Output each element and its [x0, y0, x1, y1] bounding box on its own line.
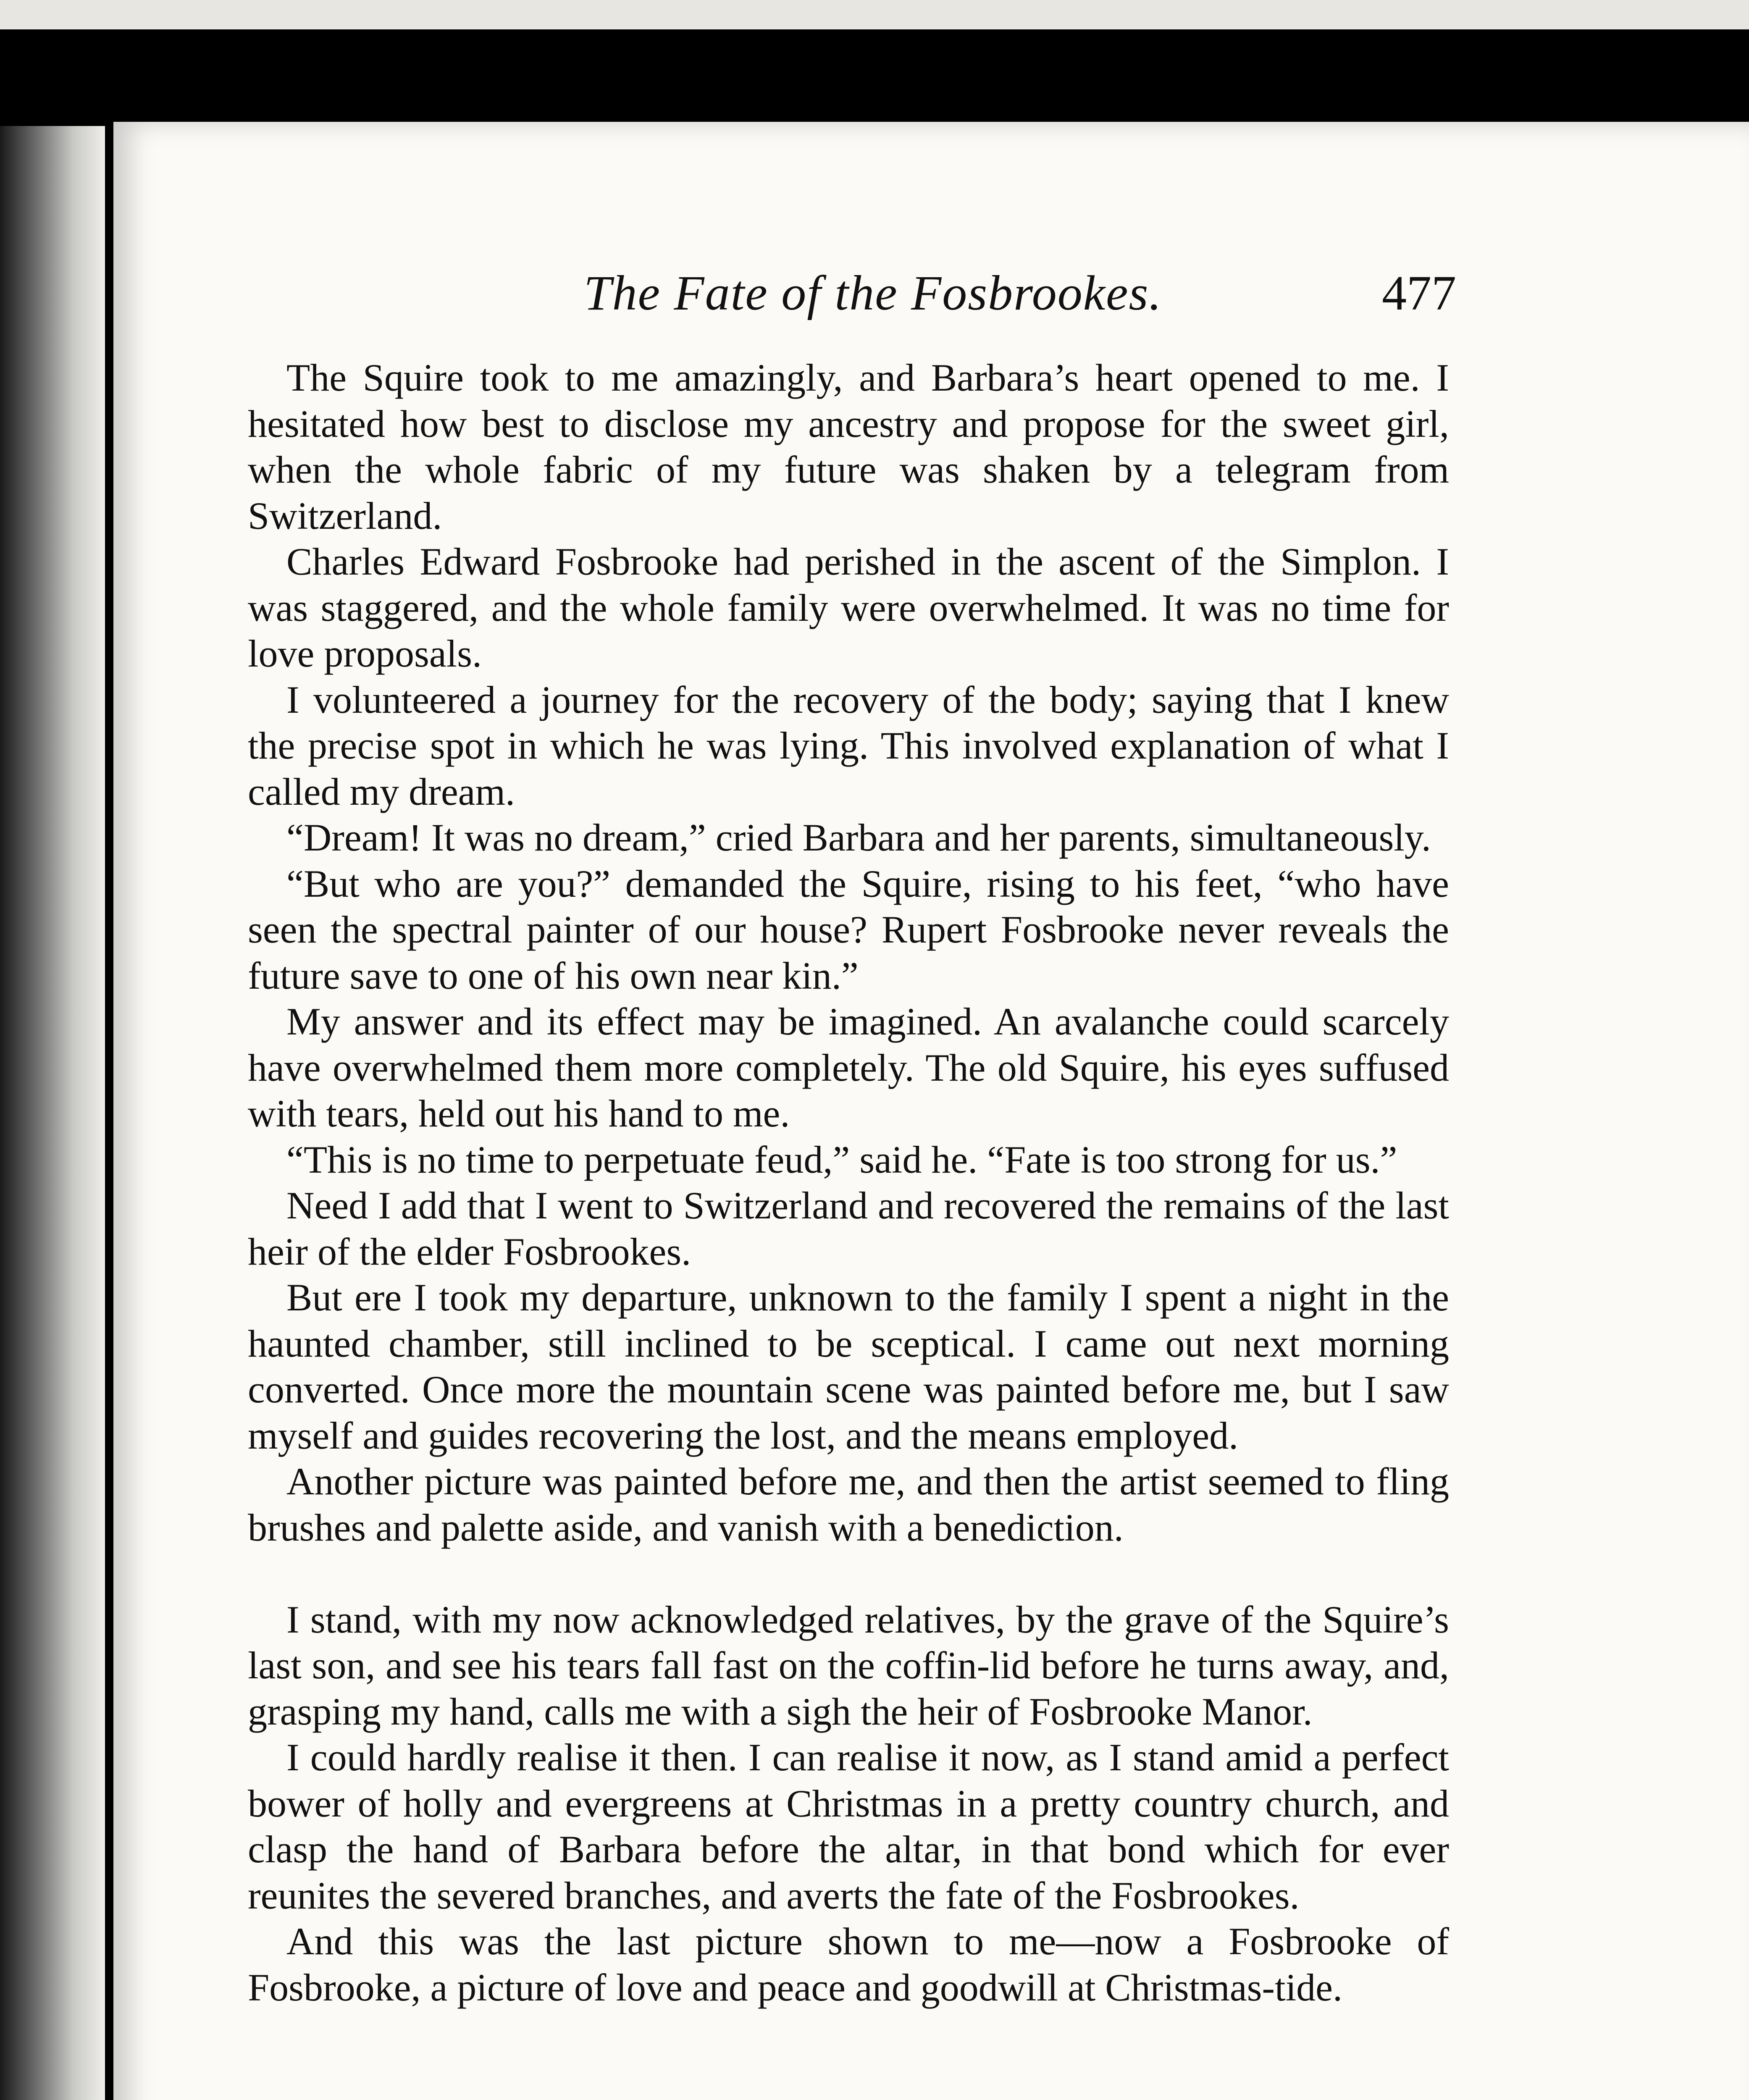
paragraph: I could hardly realise it then. I can realise it now, as I stand amid a perfect bower of holly and evergreens at Christmas in a pretty country church, and clasp the hand of Barbara before the altar, in that bond which for ever reunites the severed branches, and averts the fate of the Fosbrookes.	[248, 1736, 1449, 1917]
paragraph: And this was the last picture shown to me—now a Fosbrooke of Fosbrooke, a picture of love and peace and goodwill at Christmas-tide.	[248, 1920, 1449, 2009]
page-number: 477	[1382, 265, 1456, 320]
running-title: The Fate of the Fosbrookes.	[584, 265, 1162, 320]
paragraph: Need I add that I went to Switzerland and recovered the remains of the last heir of the elder Fosbrookes.	[248, 1184, 1449, 1273]
paragraph: My answer and its effect may be imagined. An avalanche could scarcely have overwhelmed them more completely. The old Squire, his eyes suffused with tears, held out his hand to me.	[248, 1000, 1449, 1135]
previous-page-edge	[0, 0, 1749, 36]
book-page	[113, 122, 1749, 2100]
page-header	[113, 256, 1749, 332]
paragraph: I stand, with my now acknowledged relatives, by the grave of the Squire’s last son, and see his tears fall fast on the coffin-lid before he turns away, and, grasping my hand, calls me with a sigh the heir of Fosbrooke Manor.	[248, 1598, 1449, 1733]
paragraph: The Squire took to me amazingly, and Barbara’s heart opened to me. I hesitated how best to disclose my ancestry and propose for the sweet girl, when the whole fabric of my future was shaken by a telegram from Switzerland.	[248, 356, 1449, 537]
paragraph: “Dream! It was no dream,” cried Barbara and her parents, simultaneously.	[286, 816, 1431, 859]
paragraph: Another picture was painted before me, and then the artist seemed to fling brushes and palette aside, and vanish with a benediction.	[248, 1460, 1449, 1549]
book-spine-shadow	[0, 126, 105, 2100]
paragraph: Charles Edward Fosbrooke had perished in the ascent of the Simplon. I was staggered, and the whole family were overwhelmed. It was no time for love proposals.	[248, 540, 1449, 675]
paragraph: “But who are you?” demanded the Squire, rising to his feet, “who have seen the spectral painter of our house? Rupert Fosbrooke never reveals the future save to one of his own near kin.”	[248, 862, 1449, 997]
paragraph: “This is no time to perpetuate feud,” said he. “Fate is too strong for us.”	[286, 1138, 1397, 1181]
paragraph: But ere I took my departure, unknown to the family I spent a night in the haunted chamber, still inclined to be sceptical. I came out next morning converted. Once more the mountain scene was painted before me, but I saw myself and guides recovering the lost, and the means employed.	[248, 1276, 1449, 1457]
paragraph: I volunteered a journey for the recovery of the body; saying that I knew the precise spot in which he was lying. This involved explanation of what I called my dream.	[248, 678, 1449, 813]
body-text	[248, 355, 1449, 2011]
